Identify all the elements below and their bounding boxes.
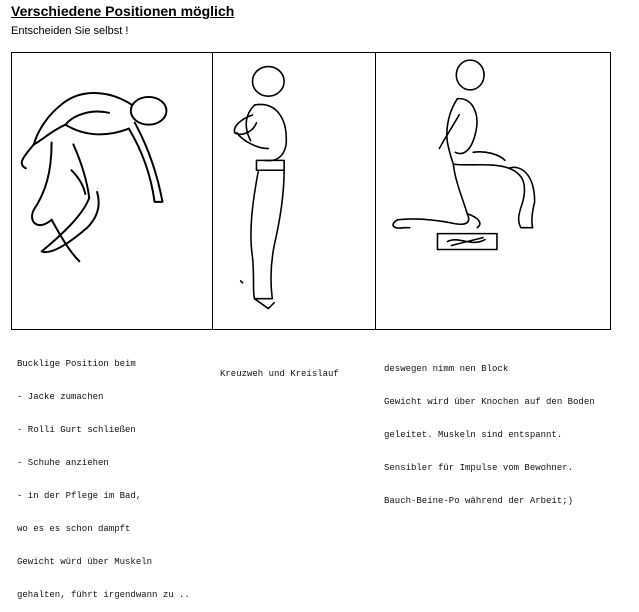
panel-standing xyxy=(212,52,376,330)
caption-line: - Schuhe anziehen xyxy=(17,458,109,468)
caption-line: Kreuzweh und Kreislauf xyxy=(220,369,339,379)
caption-line: deswegen nimm nen Block xyxy=(384,364,509,374)
page-subtitle: Entscheiden Sie selbst ! xyxy=(11,25,129,37)
caption-line: Gewicht würd über Muskeln xyxy=(17,557,153,567)
caption-line: - in der Pflege im Bad, xyxy=(17,491,142,501)
caption-line: Gewicht wird über Knochen auf den Boden xyxy=(384,397,595,407)
caption-line: Bauch-Beine-Po während der Arbeit;) xyxy=(384,496,574,506)
caption-line: - Rolli Gurt schließen xyxy=(17,425,136,435)
kneeling-figure-drawing xyxy=(376,53,610,329)
hunched-figure-drawing xyxy=(12,53,212,329)
caption-kneeling xyxy=(384,342,595,518)
page-title: Verschiedene Positionen möglich xyxy=(11,3,235,19)
caption-line: Bucklige Position beim xyxy=(17,359,136,369)
standing-figure-drawing xyxy=(213,53,375,329)
caption-hunched xyxy=(17,337,190,612)
caption-line: wo es es schon dampft xyxy=(17,524,131,534)
panel-hunched xyxy=(11,52,213,330)
caption-line: geleitet. Muskeln sind entspannt. xyxy=(384,430,563,440)
caption-standing xyxy=(220,347,339,391)
caption-line: - Jacke zumachen xyxy=(17,392,104,402)
caption-line: Sensibler für Impulse vom Bewohner. xyxy=(384,463,574,473)
caption-line: gehalten, führt irgendwann zu .. xyxy=(17,590,190,600)
panel-kneeling xyxy=(375,52,611,330)
